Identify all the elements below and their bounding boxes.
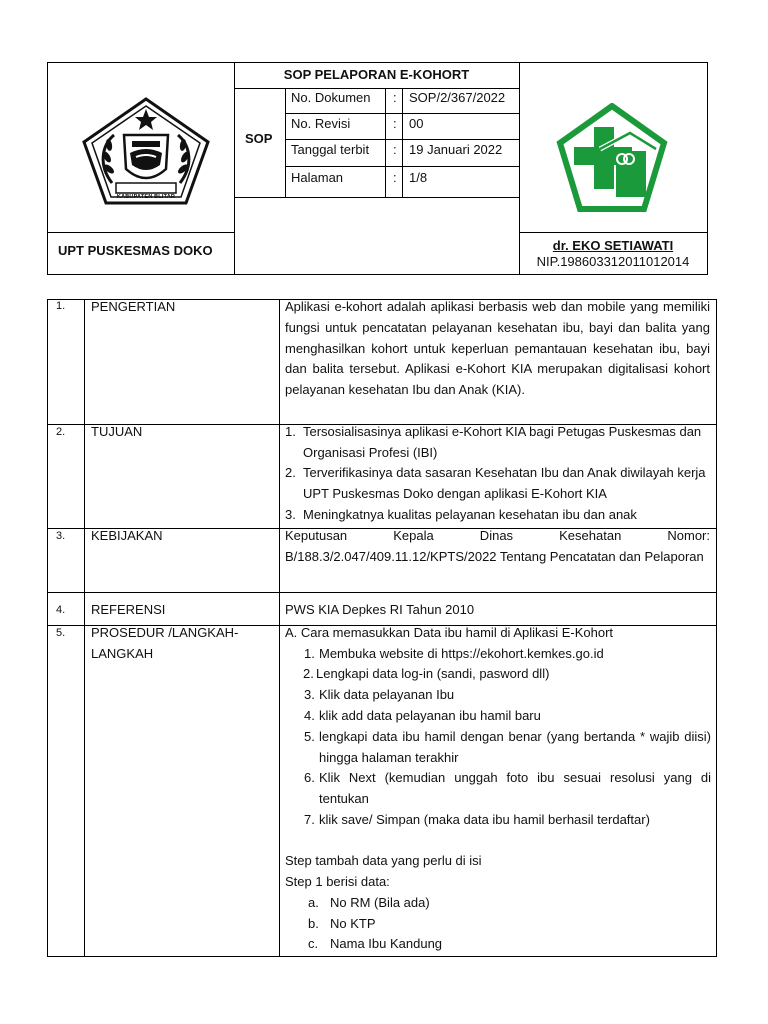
page-sep: :	[393, 170, 397, 185]
tujuan-item-number: 1.	[285, 424, 296, 439]
revision-sep: :	[393, 116, 397, 131]
step-text: Membuka website di https://ekohort.kemkes.go.id	[319, 646, 604, 661]
section-title-prosedur-cont: LANGKAH	[91, 646, 154, 661]
step1-item-letter: c.	[308, 936, 319, 951]
section-title-tujuan: TUJUAN	[91, 424, 143, 439]
puskesmas-logo	[556, 103, 668, 215]
kabupaten-blitar-logo	[80, 95, 212, 207]
page-label: Halaman	[291, 170, 344, 185]
step-number: 4.	[304, 708, 315, 723]
pengertian-text: Aplikasi e-kohort adalah aplikasi berbasis web dan mobile yang memiliki fungsi untuk pencatatan pelayanan kesehatan ibu, bayi dan balita yang menghasilkan kohort untuk keperluan pemantauan kesehatan ibu, bayi dan balita tersebut. Aplikasi e-Kohort KIA merupakan digitalisasi kohort pelayanan kesehatan Ibu dan Anak (KIA).	[285, 299, 710, 398]
step-text: Lengkapi data log-in (sandi, pasword dll)	[316, 666, 550, 681]
tujuan-item-number: 2.	[285, 465, 296, 480]
issue-date-value: 19 Januari 2022	[409, 142, 503, 157]
step-text: Klik Next (kemudian unggah foto ibu sesuai resolusi yang di tentukan	[319, 770, 711, 806]
step-number: 6.	[304, 770, 315, 785]
signer-nip: NIP.198603312011012014	[536, 254, 690, 269]
section-title-referensi: REFERENSI	[91, 602, 166, 617]
unit-name: UPT PUSKESMAS DOKO	[58, 243, 213, 258]
step1-label: Step 1 berisi data:	[285, 874, 390, 889]
step-intro: Step tambah data yang perlu di isi	[285, 853, 482, 868]
step1-item: Nama Ibu Kandung	[330, 936, 443, 951]
step1-item-letter: a.	[308, 895, 319, 910]
tujuan-item: Terverifikasinya data sasaran Kesehatan Ibu dan Anak diwilayah kerja UPT Puskesmas Doko dengan aplikasi E-Kohort KIA	[303, 465, 706, 501]
row-number: 5.	[56, 627, 66, 639]
sop-label: SOP	[245, 131, 273, 146]
step-text: klik save/ Simpan (maka data ibu hamil berhasil terdaftar)	[319, 812, 650, 827]
step1-item: No RM (Bila ada)	[330, 895, 430, 910]
step-text: lengkapi data ibu hamil dengan benar (yang bertanda * wajib diisi) hingga halaman terakhir	[319, 729, 711, 765]
doc-number-value: SOP/2/367/2022	[409, 90, 506, 105]
tujuan-item: Meningkatnya kualitas pelayanan kesehatan ibu dan anak	[303, 507, 637, 522]
issue-date-sep: :	[393, 142, 397, 157]
row-number: 2.	[56, 426, 66, 438]
step1-item-letter: b.	[308, 916, 319, 931]
row-number: 4.	[56, 604, 66, 616]
step-number: 1.	[304, 646, 315, 661]
tujuan-item: Tersosialisasinya aplikasi e-Kohort KIA bagi Petugas Puskesmas dan Organisasi Profesi (IBI)	[303, 424, 702, 460]
step-number: 7.	[304, 812, 315, 827]
page-value: 1/8	[409, 170, 428, 185]
step-text: klik add data pelayanan ibu hamil baru	[319, 708, 541, 723]
logo-caption: KABUPATEN BLITAR	[116, 194, 176, 200]
section-title-kebijakan: KEBIJAKAN	[91, 528, 163, 543]
step1-item: No KTP	[330, 916, 376, 931]
revision-value: 00	[409, 116, 424, 131]
kebijakan-text: Keputusan Kepala Dinas Kesehatan Nomor: B/188.3/2.047/409.11.12/KPTS/2022 Tentang Pencatatan dan Pelaporan	[285, 528, 710, 564]
issue-date-label: Tanggal terbit	[291, 142, 370, 157]
tujuan-item-number: 3.	[285, 507, 296, 522]
doc-number-sep: :	[393, 90, 397, 105]
signer-name: dr. EKO SETIAWATI	[552, 238, 674, 253]
referensi-text: PWS KIA Depkes RI Tahun 2010	[285, 602, 475, 617]
revision-label: No. Revisi	[291, 116, 351, 131]
sop-title: SOP PELAPORAN E-KOHORT	[283, 67, 470, 82]
step-number: 3.	[304, 687, 315, 702]
step-number: 5.	[304, 729, 315, 744]
section-title-prosedur: PROSEDUR /LANGKAH-	[91, 625, 239, 640]
row-number: 1.	[56, 300, 66, 312]
prosedur-heading: A. Cara memasukkan Data ibu hamil di Aplikasi E-Kohort	[285, 625, 614, 640]
doc-number-label: No. Dokumen	[291, 90, 371, 105]
section-title-pengertian: PENGERTIAN	[91, 299, 176, 314]
row-number: 3.	[56, 530, 66, 542]
step-number: 2.	[303, 666, 314, 681]
step-text: Klik data pelayanan Ibu	[319, 687, 455, 702]
